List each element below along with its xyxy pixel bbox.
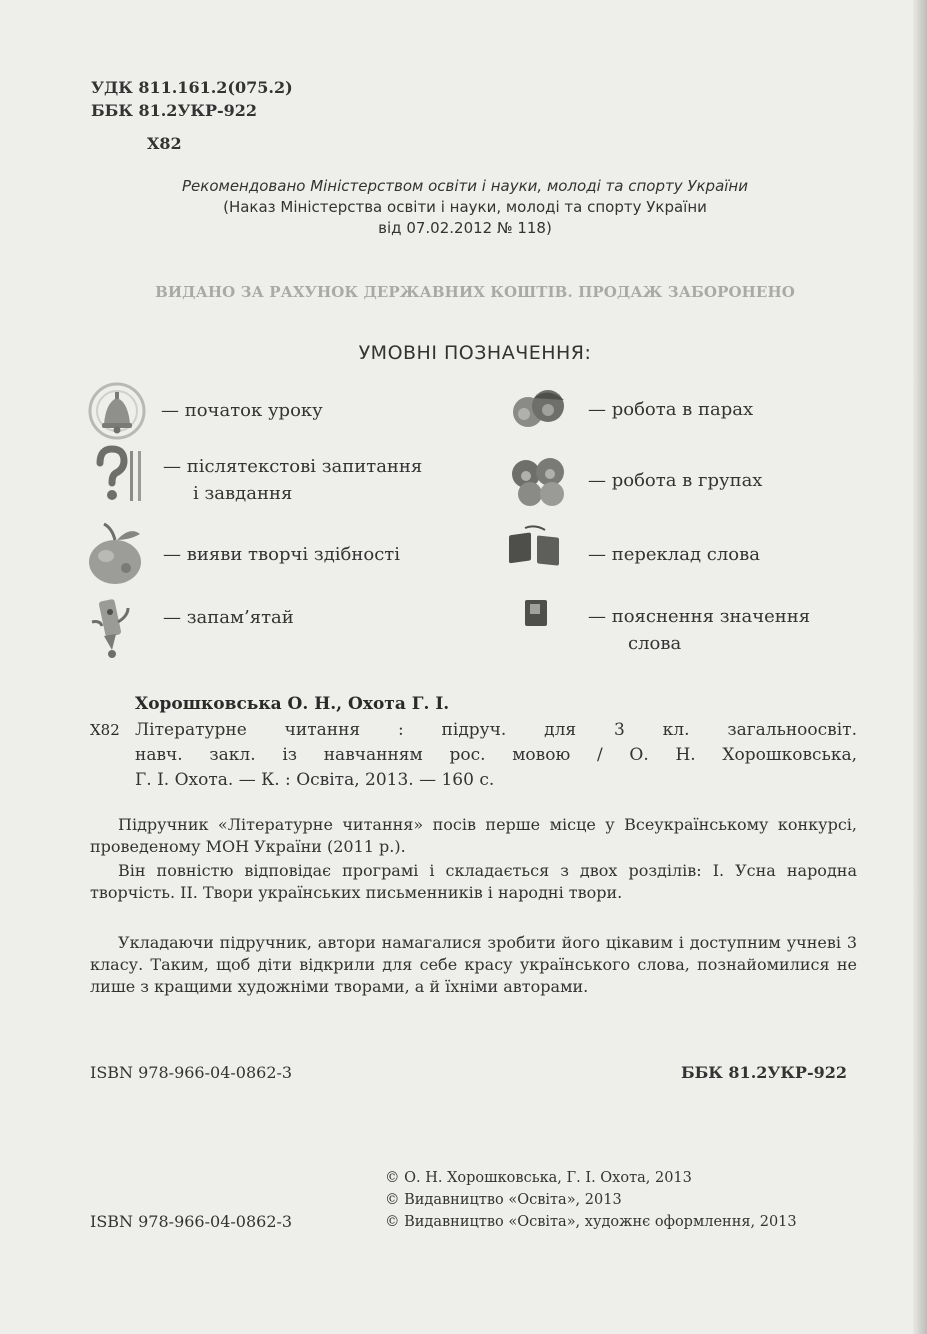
recommendation-line: Рекомендовано Міністерством освіти і науки, молоді та спорту України: [182, 177, 748, 195]
legend-item-lesson-start: — початок уроку: [161, 400, 323, 421]
legend-title: УМОВНІ ПОЗНАЧЕННЯ:: [358, 342, 592, 364]
citation-line: Літературне читання : підруч. для 3 кл. загальноосвіт.: [135, 720, 857, 740]
isbn: ISBN 978-966-04-0862-3: [90, 1063, 293, 1082]
copyright-block: [385, 1167, 797, 1233]
pencil-figure-icon: [88, 592, 132, 662]
order-line: (Наказ Міністерства освіти і науки, молоді та спорту України: [223, 198, 707, 216]
legend-item-translation: — переклад слова: [588, 544, 760, 565]
legend-item-remember: — запам’ятай: [163, 607, 294, 628]
legend-item-meaning-line2: слова: [628, 633, 682, 654]
description-paragraph: Підручник «Літературне читання» посів перше місце у Всеукраїнському конкурсі, проведеному МОН України (2011 р.).: [90, 815, 857, 856]
citation-body: [135, 718, 857, 793]
bbk-code: ББК 81.2УКР-922: [91, 101, 258, 120]
legend-item-group-work: — робота в групах: [588, 470, 763, 491]
udk-code: УДК 811.161.2(075.2): [91, 78, 293, 97]
legend-item-meaning-line1: — пояснення значення: [588, 606, 811, 627]
legend-item-questions-line2: і завдання: [193, 483, 293, 504]
order-date-line: від 07.02.2012 № 118): [378, 219, 552, 237]
paid-notice: ВИДАНО ЗА РАХУНОК ДЕРЖАВНИХ КОШТІВ. ПРОДАЖ ЗАБОРОНЕНО: [155, 283, 795, 301]
legend-item-meaning: [588, 603, 810, 657]
group-children-icon: [508, 452, 570, 508]
apple-paint-icon: [82, 520, 152, 586]
description-paragraph: Укладаючи підручник, автори намагалися зробити його цікавим і доступним учневі 3 класу. Таким, щоб діти відкрили для себе красу українського слова, познайомилися не лише з кращими художніми творами, а й їхніми авторами.: [90, 933, 857, 996]
legend-item-pair-work: — робота в парах: [588, 399, 754, 420]
legend-item-creativity: — вияви творчі здібності: [163, 544, 401, 565]
legend-item-questions: [163, 453, 422, 507]
copyright-authors: © О. Н. Хорошковська, Г. І. Охота, 2013: [385, 1170, 692, 1186]
author-mark: Х82: [147, 134, 182, 153]
pair-children-icon: [508, 382, 570, 434]
bbk-footer: ББК 81.2УКР-922: [680, 1063, 847, 1082]
classification-block: [91, 76, 293, 122]
citation-code: Х82: [90, 721, 120, 739]
question-icon: [92, 445, 150, 507]
citation-line: Г. І. Охота. — К. : Освіта, 2013. — 160 с.: [135, 770, 495, 790]
isbn-footer: ISBN 978-966-04-0862-3: [90, 1212, 293, 1231]
books-icon: [505, 522, 565, 568]
page-edge-shadow: [913, 0, 927, 1334]
citation-line: навч. закл. із навчанням рос. мовою / О. Н. Хорошковська,: [135, 745, 857, 765]
citation-authors: Хорошковська О. Н., Охота Г. І.: [135, 694, 450, 714]
description-paragraph: Він повністю відповідає програмі і складається з двох розділів: І. Усна народна творчість. ІІ. Твори українських письменників і народні твори.: [90, 861, 857, 902]
copyright-publisher: © Видавництво «Освіта», 2013: [385, 1192, 622, 1208]
copyright-design: © Видавництво «Освіта», художнє оформлення, 2013: [385, 1214, 797, 1230]
bell-icon: [84, 380, 150, 442]
dictionary-icon: [522, 598, 552, 628]
legend-item-questions-line1: — післятекстові запитання: [163, 456, 423, 477]
